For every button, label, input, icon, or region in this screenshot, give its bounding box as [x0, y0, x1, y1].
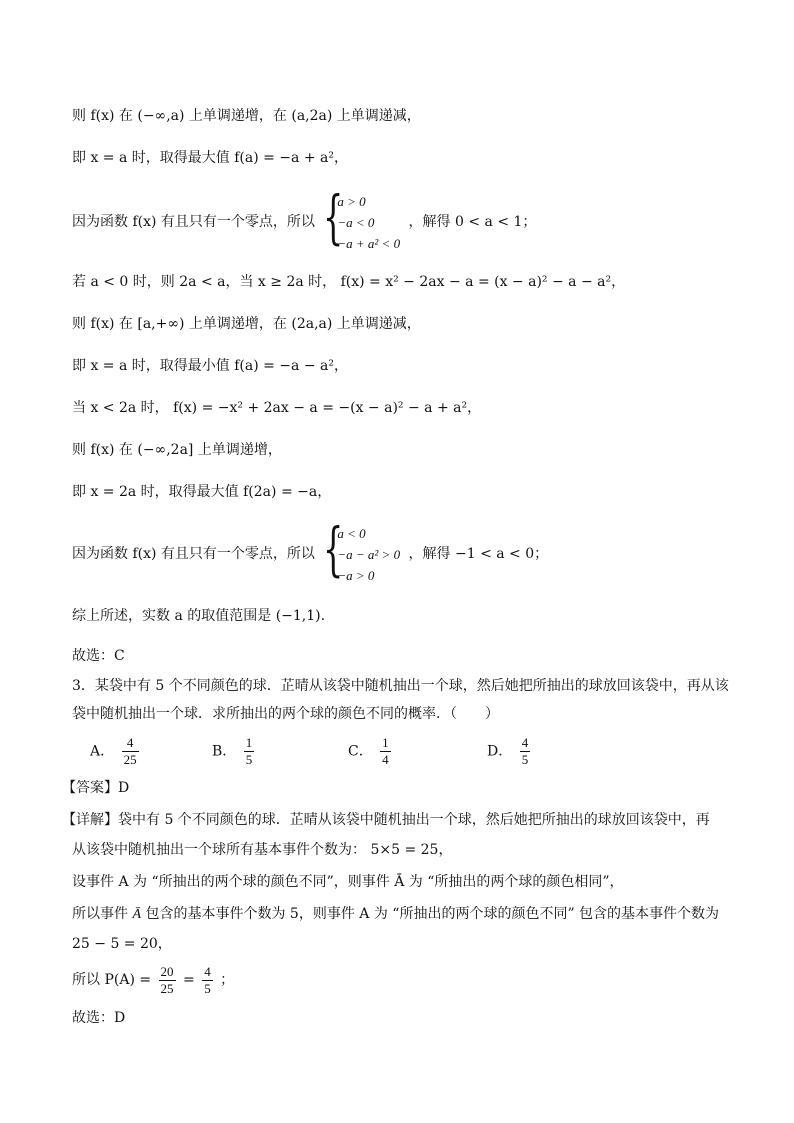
- fraction-denominator: 25: [123, 752, 137, 767]
- option-fraction: [122, 735, 139, 768]
- solution-line-2: 即 x = a 时，取得最大值 f(a) = −a + a²，: [72, 150, 348, 166]
- option-d: [487, 735, 533, 768]
- fraction-numerator: 4: [521, 735, 529, 750]
- brace-icon: {: [323, 182, 344, 251]
- brace-icon: {: [323, 514, 344, 583]
- solution-line-3-prefix: 因为函数 f(x) 有且只有一个零点，所以: [72, 214, 315, 230]
- solution-line-3: [72, 182, 537, 254]
- fraction-denominator: 5: [521, 752, 529, 767]
- system-2-row: a < 0: [337, 525, 366, 541]
- detail-line-4-prefix: 所以事件: [72, 906, 128, 922]
- solution-line-10-suffix: ，解得 −1 < a < 0；: [408, 546, 549, 562]
- fraction-numerator: 4: [122, 735, 139, 752]
- solution-line-10-prefix: 因为函数 f(x) 有且只有一个零点，所以: [72, 546, 315, 562]
- option-label: A．: [90, 743, 115, 760]
- fraction-numerator: 4: [204, 963, 211, 979]
- fraction-denominator: 25: [160, 980, 174, 996]
- question-3-line-2: 袋中随机抽出一个球．求所抽出的两个球的颜色不同的概率．（ ）: [72, 706, 499, 722]
- solution-line-1: 则 f(x) 在 (−∞,a) 上单调递增，在 (a,2a) 上单调递减，: [72, 108, 421, 124]
- option-fraction: [520, 735, 531, 768]
- solution-line-8: 则 f(x) 在 (−∞,2a] 上单调递增，: [72, 442, 282, 458]
- detail-line-5: 25 − 5 = 20，: [72, 936, 172, 952]
- question-3-line-1: 3．某袋中有 5 个不同颜色的球．芷晴从该袋中随机抽出一个球，然后她把所抽出的球放回该袋中，再从该: [72, 678, 729, 694]
- detail-line-1: 【详解】袋中有 5 个不同颜色的球．芷晴从该袋中随机抽出一个球，然后她把所抽出的球放回该袋中，再: [62, 812, 710, 828]
- answer-line: 【答案】D: [62, 780, 130, 796]
- detail-line-4-suffix: 包含的基本事件个数为 5，则事件 A 为 “所抽出的两个球的颜色不同” 包含的基本事件个数为: [145, 906, 720, 922]
- fraction-numerator: 1: [382, 735, 389, 750]
- option-fraction: [380, 735, 391, 768]
- detail-line-6-prefix: 所以 P(A) =: [72, 972, 152, 988]
- inequality-system-1: [323, 182, 401, 254]
- solution-conclusion: 综上所述，实数 a 的取值范围是 (−1,1).: [72, 608, 326, 624]
- system-1-row: −a + a² < 0: [337, 235, 401, 251]
- system-2-row: −a − a² > 0: [337, 546, 401, 562]
- option-fraction: [244, 735, 255, 768]
- solution-line-10: [72, 514, 549, 586]
- solution-line-6: 即 x = a 时，取得最小值 f(a) = −a − a²，: [72, 358, 348, 374]
- choice-line: 故选：C: [72, 648, 125, 664]
- system-1-row: a > 0: [337, 193, 366, 209]
- fraction-numerator: 1: [245, 735, 253, 750]
- system-1-row: −a < 0: [337, 214, 375, 230]
- option-label: D．: [487, 743, 513, 760]
- option-b: [212, 735, 257, 768]
- system-2-row: −a > 0: [337, 567, 375, 583]
- detail-line-4: [72, 904, 719, 925]
- detail-line-6-suffix: ；: [220, 972, 235, 988]
- solution-line-9: 即 x = 2a 时，取得最大值 f(2a) = −a，: [72, 484, 332, 500]
- probability-fraction-2: [202, 964, 213, 997]
- detail-line-6: [72, 960, 234, 1000]
- detail-line-7: 故选：D: [72, 1010, 126, 1026]
- detail-line-2: 从该袋中随机抽出一个球所有基本事件个数为： 5×5 = 25，: [72, 842, 453, 858]
- complement-event: Ā: [132, 907, 142, 922]
- probability-fraction-1: [159, 964, 176, 997]
- option-c: [348, 735, 394, 768]
- fraction-numerator: 20: [160, 963, 174, 979]
- solution-line-5: 则 f(x) 在 [a,+∞) 上单调递增，在 (2a,a) 上单调递减，: [72, 316, 421, 332]
- solution-line-4: 若 a < 0 时，则 2a < a，当 x ≥ 2a 时， f(x) = x² − 2ax − a = (x − a)² − a − a²，: [72, 274, 626, 290]
- detail-line-3: 设事件 A 为 “所抽出的两个球的颜色不同”，则事件 Ā 为 “所抽出的两个球的颜色相同”，: [72, 874, 624, 890]
- fraction-denominator: 5: [204, 980, 211, 996]
- option-label: B．: [212, 743, 237, 760]
- option-a: [90, 735, 142, 768]
- fraction-denominator: 5: [245, 752, 253, 767]
- solution-line-7: 当 x < 2a 时， f(x) = −x² + 2ax − a = −(x − a)² − a + a²，: [72, 400, 482, 416]
- equals-sign: =: [183, 972, 195, 988]
- fraction-denominator: 4: [382, 752, 389, 767]
- option-label: C．: [348, 743, 373, 760]
- solution-line-3-suffix: ，解得 0 < a < 1；: [408, 214, 537, 230]
- inequality-system-2: [323, 514, 401, 586]
